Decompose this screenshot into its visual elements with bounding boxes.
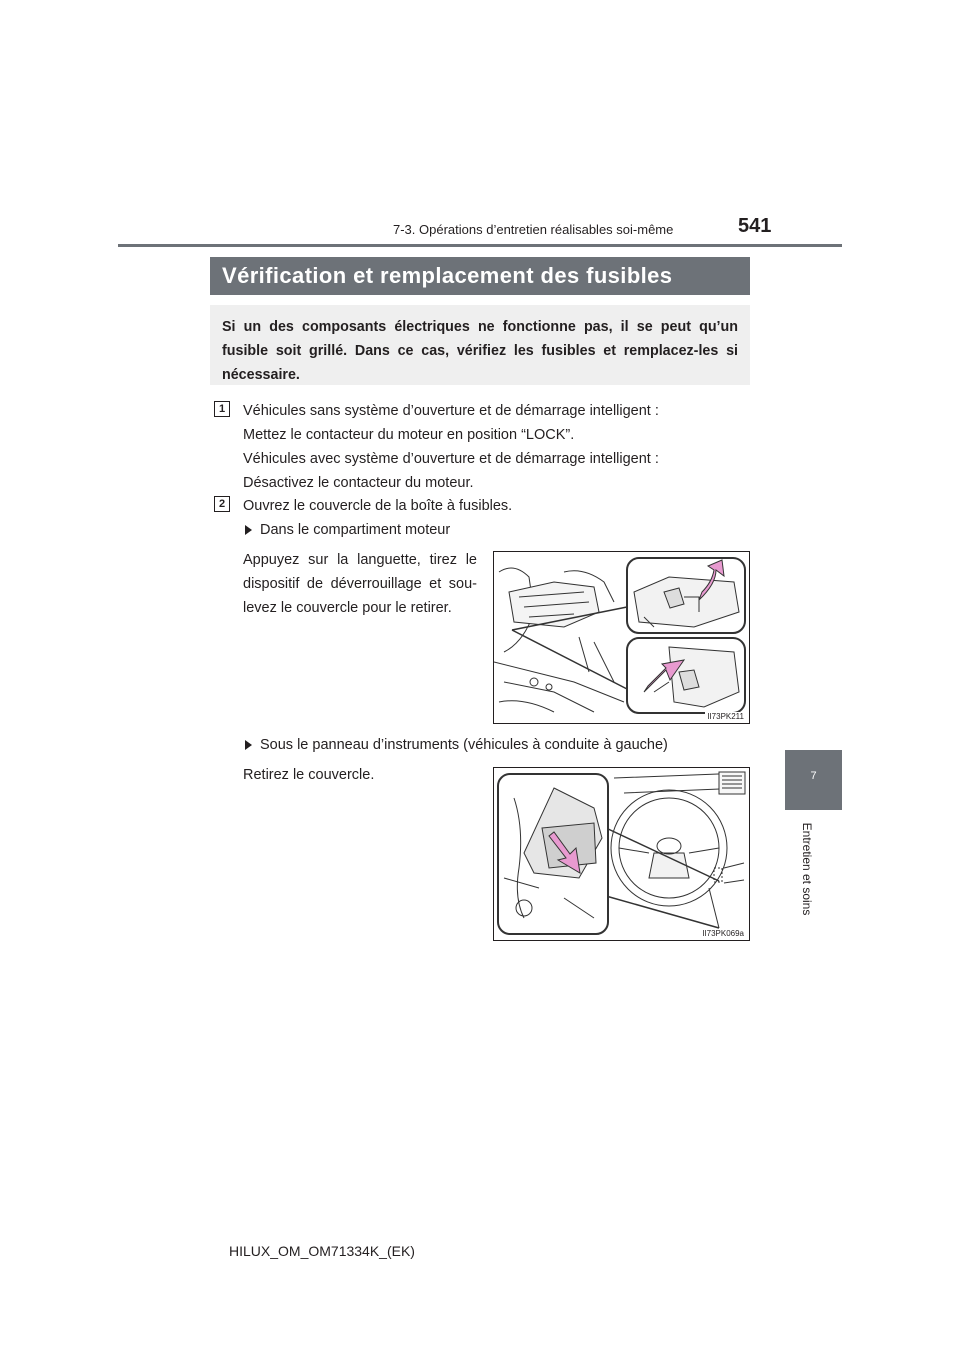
- instrument-panel-illustration: [494, 768, 749, 940]
- bullet-triangle-icon: [245, 525, 252, 535]
- section-title: 7-3. Opérations d’entretien réalisables soi-même: [393, 222, 674, 237]
- figure-instrument-panel: [493, 767, 750, 941]
- step-2-line-1: Ouvrez le couvercle de la boîte à fusibles.: [243, 498, 513, 514]
- step-1-line-3: Véhicules avec système d’ouverture et de démarrage intelligent :: [243, 451, 659, 467]
- page-number: 541: [738, 215, 772, 237]
- step-1-line-4: Désactivez le contacteur du moteur.: [243, 475, 474, 491]
- step-number-2: 2: [214, 496, 230, 512]
- subitem-2-text: Retirez le couvercle.: [243, 767, 375, 783]
- figure-engine-compartment: [493, 551, 750, 724]
- chapter-label: Entretien et soins: [800, 822, 814, 916]
- chapter-number: 7: [810, 770, 817, 782]
- subitem-1-text: Appuyez sur la languette, tirez le dispositif de déverrouillage et sou-levez le couvercle pour le retirer.: [243, 552, 477, 616]
- bullet-triangle-icon: [245, 740, 252, 750]
- header-rule: [118, 244, 842, 247]
- step-1-line-2: Mettez le contacteur du moteur en position “LOCK”.: [243, 427, 575, 443]
- subitem-2-heading: Sous le panneau d’instruments (véhicules à conduite à gauche): [260, 737, 668, 753]
- subitem-1-heading: Dans le compartiment moteur: [260, 522, 451, 538]
- engine-compartment-illustration: [494, 552, 749, 723]
- step-number-1: 1: [214, 401, 230, 417]
- intro-box: Si un des composants électriques ne fonctionne pas, il se peut qu’un fusible soit grillé. Dans ce cas, vérifiez les fusibles et remplacez-les si nécessaire.: [210, 305, 750, 385]
- step-1-line-1: Véhicules sans système d’ouverture et de démarrage intelligent :: [243, 403, 659, 419]
- document-id: HILUX_OM_OM71334K_(EK): [229, 1243, 415, 1259]
- figure-code: II73PK211: [707, 712, 744, 721]
- page-title: Vérification et remplacement des fusibles: [210, 257, 750, 295]
- figure-code: II73PK069a: [702, 929, 744, 938]
